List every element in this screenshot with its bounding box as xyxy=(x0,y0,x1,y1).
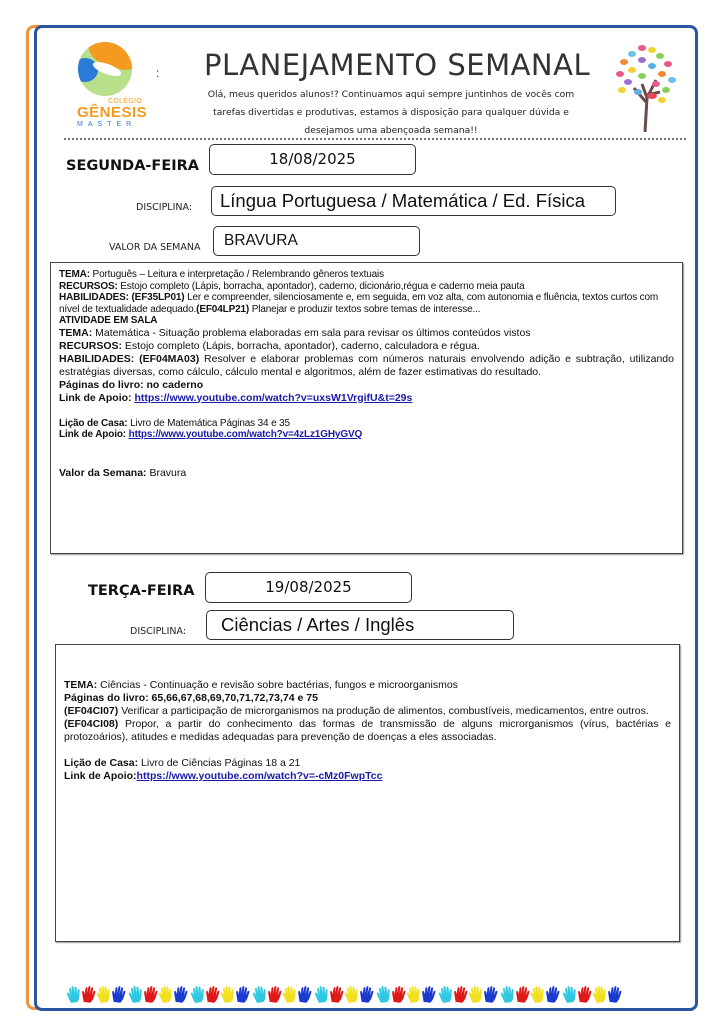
tuesday-paginas: Páginas do livro: 65,66,67,68,69,70,71,72,73,74 e 75 xyxy=(64,692,318,704)
logo-text-master: MASTER xyxy=(77,121,137,128)
monday-atividade-heading: ATIVIDADE EM SALA xyxy=(59,315,158,326)
hand-icon xyxy=(482,984,499,1004)
monday-date-field[interactable]: 18/08/2025 xyxy=(209,144,416,175)
logo-circle-icon xyxy=(78,42,132,96)
tuesday-habilidade-2: (EF04CI08) Propor, a partir do conhecimento das formas de transmissão de alguns microrganismos (vírus, bactérias e protozoários), atitudes e medidas adequadas para prevenção de doenças a eles associadas. xyxy=(64,718,671,743)
hand-icon xyxy=(420,984,437,1004)
hand-icon xyxy=(544,984,561,1004)
monday-label: SEGUNDA-FEIRA xyxy=(66,158,200,174)
monday-recursos-2: RECURSOS: Estojo completo (Lápis, borracha, apontador), caderno, calculadora e régua. xyxy=(59,339,480,352)
monday-valor-label: VALOR DA SEMANA xyxy=(109,242,201,253)
logo-text-genesis: GÊNESIS xyxy=(77,104,148,121)
monday-support-link-1[interactable]: https://www.youtube.com/watch?v=uxsW1VrgifU&t=29s xyxy=(134,391,413,404)
monday-habilidades-2: HABILIDADES: (EF04MA03) Resolver e elaborar problemas com números naturais envolvendo adição e subtração, utilizando estratégias diversas, como cálculo, cálculo mental e algoritmos, além de fazer estimativas do resultado. xyxy=(59,352,674,378)
monday-link-apoio-2: Link de Apoio: https://www.youtube.com/watch?v=4zLz1GHyGVQ xyxy=(59,429,363,440)
monday-recursos-1: RECURSOS: Estojo completo (Lápis, borracha, apontador), caderno, dicionário,régua e caderno meia pauta xyxy=(59,280,525,292)
hand-icon xyxy=(296,984,313,1004)
tuesday-content-box xyxy=(55,644,680,942)
tuesday-discipline-field[interactable]: Ciências / Artes / Inglês xyxy=(206,610,514,640)
monday-valor-field[interactable]: BRAVURA xyxy=(213,226,420,256)
monday-content-box xyxy=(50,262,683,554)
monday-support-link-2[interactable]: https://www.youtube.com/watch?v=4zLz1GHyGVQ xyxy=(128,429,363,440)
tuesday-tema: TEMA: Ciências - Continuação e revisão sobre bactérias, fungos e microorganismos xyxy=(64,679,458,691)
colorful-tree-icon xyxy=(612,40,678,132)
tuesday-support-link[interactable]: https://www.youtube.com/watch?v=-cMz0FwpTcc xyxy=(136,770,383,782)
monday-paginas: Páginas do livro: no caderno xyxy=(59,378,204,391)
monday-licao-casa: Lição de Casa: Livro de Matemática Páginas 34 e 35 xyxy=(59,417,290,429)
header-divider xyxy=(64,138,686,140)
monday-tema-2: TEMA: Matemática - Situação problema elaboradas em sala para revisar os últimos conteúdos vistos xyxy=(59,326,531,339)
school-logo xyxy=(74,42,154,132)
page-title: PLANEJAMENTO SEMANAL xyxy=(204,48,591,82)
monday-discipline-label: DISCIPLINA: xyxy=(136,202,193,213)
hand-icon xyxy=(358,984,375,1004)
monday-tema-1: TEMA: Português – Leitura e interpretação / Relembrando gêneros textuais xyxy=(59,269,384,280)
tuesday-link-apoio: Link de Apoio:https://www.youtube.com/watch?v=-cMz0FwpTcc xyxy=(64,770,383,782)
greeting-line: desejamos uma abençoada semana!! xyxy=(304,125,478,136)
monday-link-apoio-1: Link de Apoio: https://www.youtube.com/watch?v=uxsW1VrgifU&t=29s xyxy=(59,391,413,404)
logo-text-colegio: COLÉGIO xyxy=(108,98,142,105)
colorful-hands-border xyxy=(66,985,666,1005)
tuesday-discipline-label: DISCIPLINA: xyxy=(130,626,187,637)
hand-icon xyxy=(172,984,189,1004)
hand-icon xyxy=(606,984,623,1004)
greeting-line: tarefas divertidas e produtivas, estamos à disposição para qualquer dúvida e xyxy=(213,107,569,118)
tuesday-licao-casa: Lição de Casa: Livro de Ciências Páginas 18 a 21 xyxy=(64,757,301,769)
tuesday-date-field[interactable]: 19/08/2025 xyxy=(205,572,412,603)
hand-icon xyxy=(110,984,127,1004)
greeting-message xyxy=(190,86,592,140)
tuesday-habilidade-1: (EF04CI07) Verificar a participação de microrganismos na produção de alimentos, combustíveis, medicamentos, entre outros. xyxy=(64,705,649,717)
tuesday-label: TERÇA-FEIRA xyxy=(88,583,195,599)
header-separator: : xyxy=(156,66,160,80)
monday-valor-semana: Valor da Semana: Bravura xyxy=(59,466,187,479)
monday-habilidades-1: HABILIDADES: (EF35LP01) Ler e compreender, silenciosamente e, em seguida, em voz alta, com autonomia e fluência, textos curtos com nível de textualidade adequado.(EF04LP21) Planejar e produzir textos sobre temas de interesse... xyxy=(59,292,659,315)
monday-discipline-field[interactable]: Língua Portuguesa / Matemática / Ed. Física xyxy=(211,186,616,216)
hand-icon xyxy=(234,984,251,1004)
greeting-line: Olá, meus queridos alunos!? Continuamos aqui sempre juntinhos de vocês com xyxy=(207,89,575,100)
